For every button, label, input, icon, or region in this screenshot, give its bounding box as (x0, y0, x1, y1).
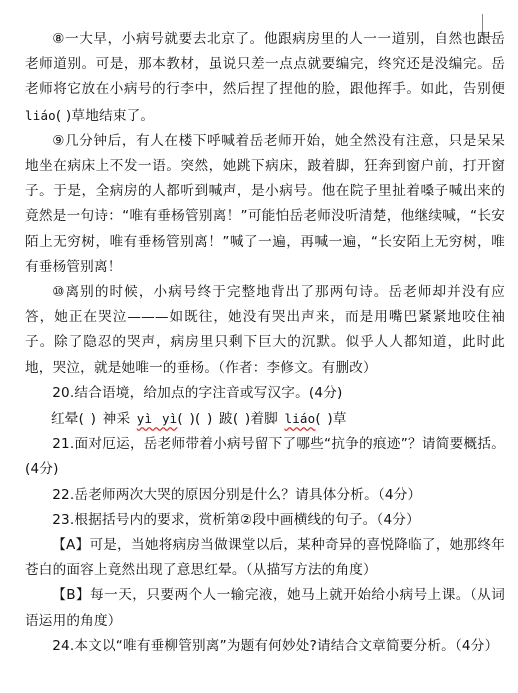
q20-pinyin-liao: liáo (284, 411, 316, 427)
q20-word-1: 红晕 (51, 411, 79, 428)
q20-blank-3: ( )着脚 (232, 411, 278, 428)
q20-word-2: 神采 (102, 411, 131, 428)
question-20-items (25, 406, 505, 432)
q20-blank-4: ( )草 (315, 411, 347, 428)
paragraph-8-text: ⑧一大早，小病号就要去北京了。他跟病房里的人一一道别，自然也跟岳老师道别。可是，那本教材，虽说只差一点点就要编完，终究还是没编完。岳老师将它放在小病号的行李中，然后捏了捏他的脸，跟他挥手。如此，告别便 (25, 31, 505, 98)
paragraph-8 (25, 27, 505, 129)
q20-pinyin-yiyi: yì yì (136, 411, 178, 427)
question-22: 22.岳老师两次大哭的原因分别是什么？请具体分析。（4分） (52, 486, 422, 503)
paragraph-10: ⑩离别的时候，小病号终于完整地背出了那两句诗。岳老师却并没有应答，她正在哭泣———如既往，她没有哭出声来，而是用嘴巴紧紧地咬住袖子。除了隐忍的哭声，病房里只剩下巨大的沉默。似乎人人都知道，此时此地，哭泣，就是她唯一的垂杨。（作者：李修文。有删改） (25, 284, 505, 376)
question-20: 20.结合语境，给加点的字注音或写汉字。(4分) (52, 384, 343, 401)
question-21: 21.面对厄运，岳老师带着小病号留下了哪些“抗争的痕迹”？请简要概括。(4分) (25, 436, 505, 478)
question-24: 24.本文以“唯有垂柳管别离”为题有何妙处?请结合文章简要分析。（4分） (52, 637, 499, 654)
question-23: 23.根据括号内的要求，赏析第②段中画横线的句子。（4分） (52, 511, 420, 528)
question-23-a: 【A】可是，当她将病房当做课堂以后，某种奇异的喜悦降临了，她那终年苍白的面容上竟然出现了意思红晕。（从描写方法的角度） (25, 537, 505, 579)
pinyin-liao: liáo (25, 107, 56, 123)
paragraph-9: ⑨几分钟后，有人在楼下呼喊着岳老师开始，她全然没有注意，只是呆呆地坐在病床上不发一语。突然，她跳下病床，跛着脚，狂奔到窗户前，打开窗子。于是，全病房的人都听到喊声，是小病号。他在院子里扯着嗓子喊出来的竟然是一句诗：“唯有垂杨管别离！”可能怕岳老师没听清楚，他继续喊，“长安陌上无穷树，唯有垂杨管别离！”喊了一遍，再喊一遍，“长安陌上无穷树，唯有垂杨管别离！ (25, 132, 505, 275)
q20-blank-2: ( )( ) (177, 411, 213, 428)
q20-blank-1: ( ) (78, 411, 97, 428)
paragraph-8-tail: ( )草地结束了。 (55, 107, 155, 124)
q20-word-3: 跛 (219, 411, 233, 428)
document-page (25, 27, 505, 659)
question-23-b: 【B】每一天，只要两个人一输完液，她马上就开始给小病号上课。（从词语运用的角度） (25, 587, 505, 629)
